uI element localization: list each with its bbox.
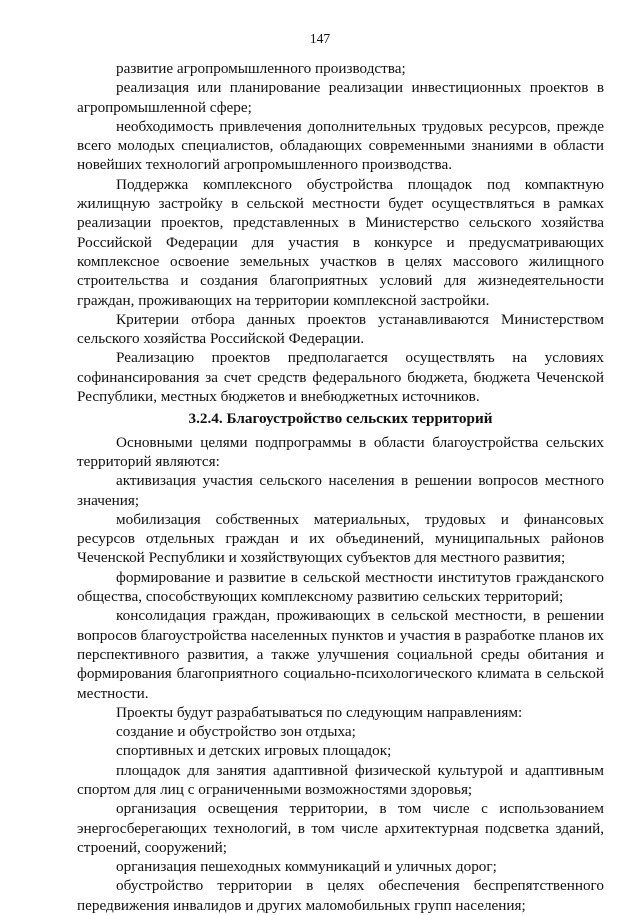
page-body <box>77 59 604 915</box>
paragraph: формирование и развитие в сельской местности институтов гражданского общества, способствующих комплексному развитию сельских территорий; <box>77 568 604 606</box>
paragraph: консолидация граждан, проживающих в сельской местности, в решении вопросов благоустройства населенных пунктов и участия в разработке планов их перспективного развития, а также улучшения социальной среды обитания и формирования благоприятного социально-психологического климата в сельской местности. <box>77 607 604 702</box>
paragraph: создание и обустройство зон отдыха; <box>116 723 356 741</box>
paragraph: организация пешеходных коммуникаций и уличных дорог; <box>116 858 497 876</box>
page-number: 147 <box>309 31 331 46</box>
paragraph: развитие агропромышленного производства; <box>116 60 406 77</box>
paragraph: площадок для занятия адаптивной физической культурой и адаптивным спортом для лиц с ограниченными возможностями здоровья; <box>77 761 604 798</box>
paragraph: спортивных и детских игровых площадок; <box>116 742 392 760</box>
paragraph: Критерии отбора данных проектов устанавливаются Министерством сельского хозяйства Российской Федерации. <box>77 310 604 348</box>
paragraph: Основными целями подпрограммы в области благоустройства сельских территорий являются: <box>77 433 604 470</box>
paragraph: Поддержка комплексного обустройства площадок под компактную жилищную застройку в сельской местности будет осуществляться в рамках реализации проектов, представленных в Министерство сельского хозяйства Российской Федерации для участия в конкурсе и предусматривающих комплексное освоение земельных участков в целях массового жилищного строительства и создания благоприятных условий для жизнедеятельности граждан, проживающих на территории комплексной застройки. <box>77 175 604 309</box>
paragraph: организация освещения территории, в том числе с использованием энергосберегающих технологий, в том числе архитектурная подсветка зданий, строений, сооружений; <box>77 800 604 856</box>
section-heading: 3.2.4. Благоустройство сельских территорий <box>188 410 493 428</box>
paragraph: Проекты будут разрабатываться по следующим направлениям: <box>116 703 523 721</box>
paragraph: Реализацию проектов предполагается осуществлять на условиях софинансирования за счет средств федерального бюджета, бюджета Чеченской Республики, местных бюджетов и внебюджетных источников. <box>77 349 604 406</box>
paragraph: активизация участия сельского населения в решении вопросов местного значения; <box>77 472 604 509</box>
paragraph: обустройство территории в целях обеспечения беспрепятственного передвижения инвалидов и других маломобильных групп населения; <box>77 877 604 914</box>
paragraph: реализация или планирование реализации инвестиционных проектов в агропромышленной сфере; <box>77 79 604 116</box>
paragraph: мобилизация собственных материальных, трудовых и финансовых ресурсов отдельных граждан и их объединений, муниципальных районов Чеченской Республики и хозяйствующих субъектов для местного развития; <box>77 510 604 567</box>
paragraph: необходимость привлечения дополнительных трудовых ресурсов, прежде всего молодых специалистов, обладающих современными знаниями в области новейших технологий агропромышленного производства. <box>77 117 604 174</box>
